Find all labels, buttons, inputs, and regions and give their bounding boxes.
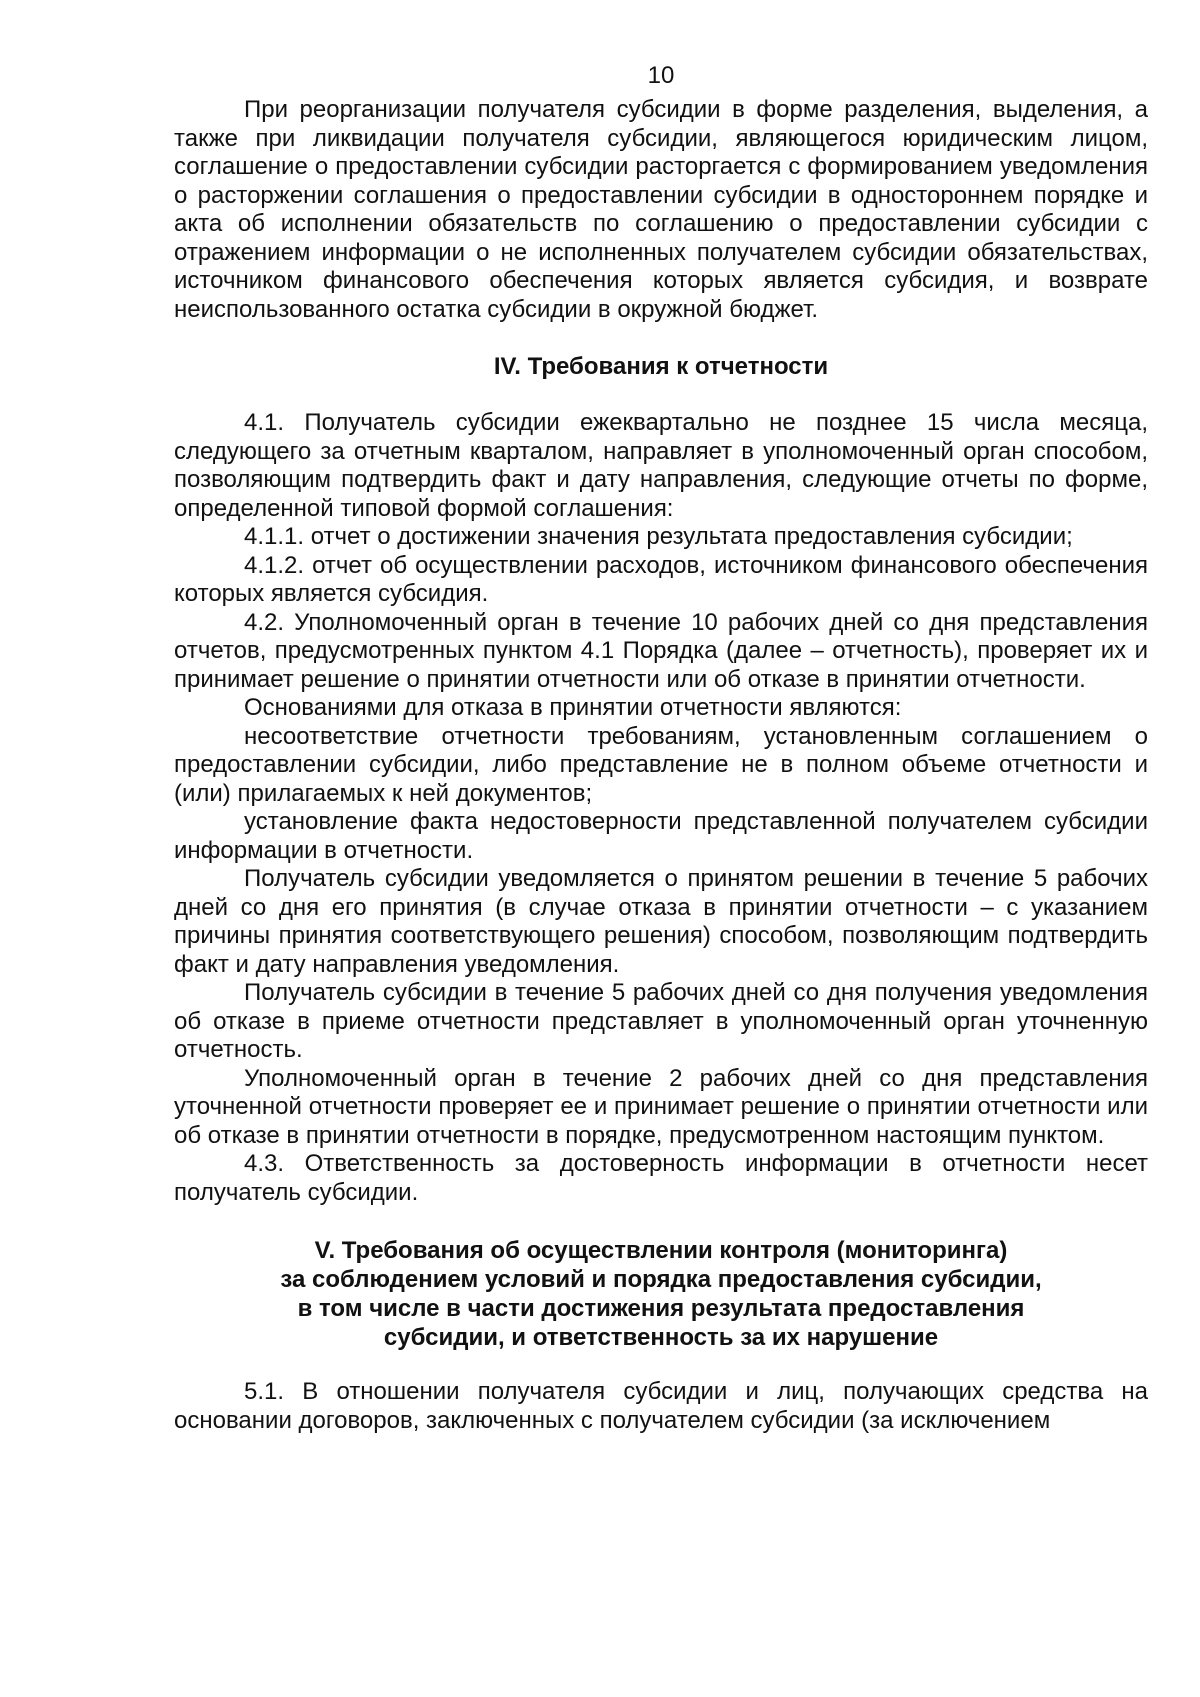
document-page: [174, 62, 1148, 1435]
section-5-heading-line: V. Требования об осуществлении контроля (мониторинга): [314, 1237, 1008, 1264]
section-5-heading-line: в том числе в части достижения результата предоставления: [297, 1295, 1025, 1322]
section-4-paragraph: Получатель субсидии в течение 5 рабочих дней со дня получения уведомления об отказе в приеме отчетности представляет в уполномоченный орган уточненную отчетность.: [174, 979, 1148, 1063]
section-4-heading: IV. Требования к отчетности: [493, 353, 829, 380]
section-4-paragraph: 4.3. Ответственность за достоверность информации в отчетности несет получатель субсидии.: [174, 1150, 1148, 1206]
section-5-heading-line: за соблюдением условий и порядка предоставления субсидии,: [280, 1266, 1042, 1293]
section-5-heading: [174, 1236, 1148, 1352]
page-number: 10: [647, 62, 675, 89]
section-4-paragraph: 4.1. Получатель субсидии ежеквартально не позднее 15 числа месяца, следующего за отчетным кварталом, направляет в уполномоченный орган способом, позволяющим подтвердить факт и дату направления, следующие отчеты по форме, определенной типовой формой соглашения:: [174, 409, 1148, 522]
section-4-paragraph: 4.1.2. отчет об осуществлении расходов, источником финансового обеспечения которых является субсидия.: [174, 551, 1148, 607]
section-5-paragraph: 5.1. В отношении получателя субсидии и лиц, получающих средства на основании договоров, заключенных с получателем субсидии (за исключением: [174, 1378, 1148, 1434]
section-4-paragraph: Получатель субсидии уведомляется о принятом решении в течение 5 рабочих дней со дня его принятия (в случае отказа в принятии отчетности – с указанием причины принятия соответствующего решения) способом, позволяющим подтвердить факт и дату направления уведомления.: [174, 865, 1148, 978]
section-4-paragraph: несоответствие отчетности требованиям, установленным соглашением о предоставлении субсидии, либо представление не в полном объеме отчетности и (или) прилагаемых к ней документов;: [174, 722, 1148, 807]
section-4-paragraph: Уполномоченный орган в течение 2 рабочих дней со дня представления уточненной отчетности проверяет ее и принимает решение о принятии отчетности или об отказе в принятии отчетности в порядке, предусмотренном настоящим пунктом.: [174, 1064, 1148, 1149]
section-5-heading-line: субсидии, и ответственность за их нарушение: [383, 1324, 939, 1351]
section-4-paragraph: 4.2. Уполномоченный орган в течение 10 рабочих дней со дня представления отчетов, предусмотренных пунктом 4.1 Порядка (далее – отчетность), проверяет их и принимает решение о принятии отчетности или об отказе в принятии отчетности.: [174, 608, 1148, 693]
section-4-paragraph: установление факта недостоверности представленной получателем субсидии информации в отчетности.: [174, 808, 1148, 864]
intro-paragraph: При реорганизации получателя субсидии в форме разделения, выделения, а также при ликвидации получателя субсидии, являющегося юридическим лицом, соглашение о предоставлении субсидии расторгается с формированием уведомления о расторжении соглашения о предоставлении субсидии в одностороннем порядке и акта об исполнении обязательств по соглашению о предоставлении субсидии с отражением информации о не исполненных получателем субсидии обязательствах, источником финансового обеспечения которых является субсидия, и возврате неиспользованного остатка субсидии в окружной бюджет.: [174, 96, 1148, 323]
section-4-paragraph: Основаниями для отказа в принятии отчетности являются:: [244, 694, 902, 721]
section-4-paragraph: 4.1.1. отчет о достижении значения результата предоставления субсидии;: [244, 523, 1073, 550]
